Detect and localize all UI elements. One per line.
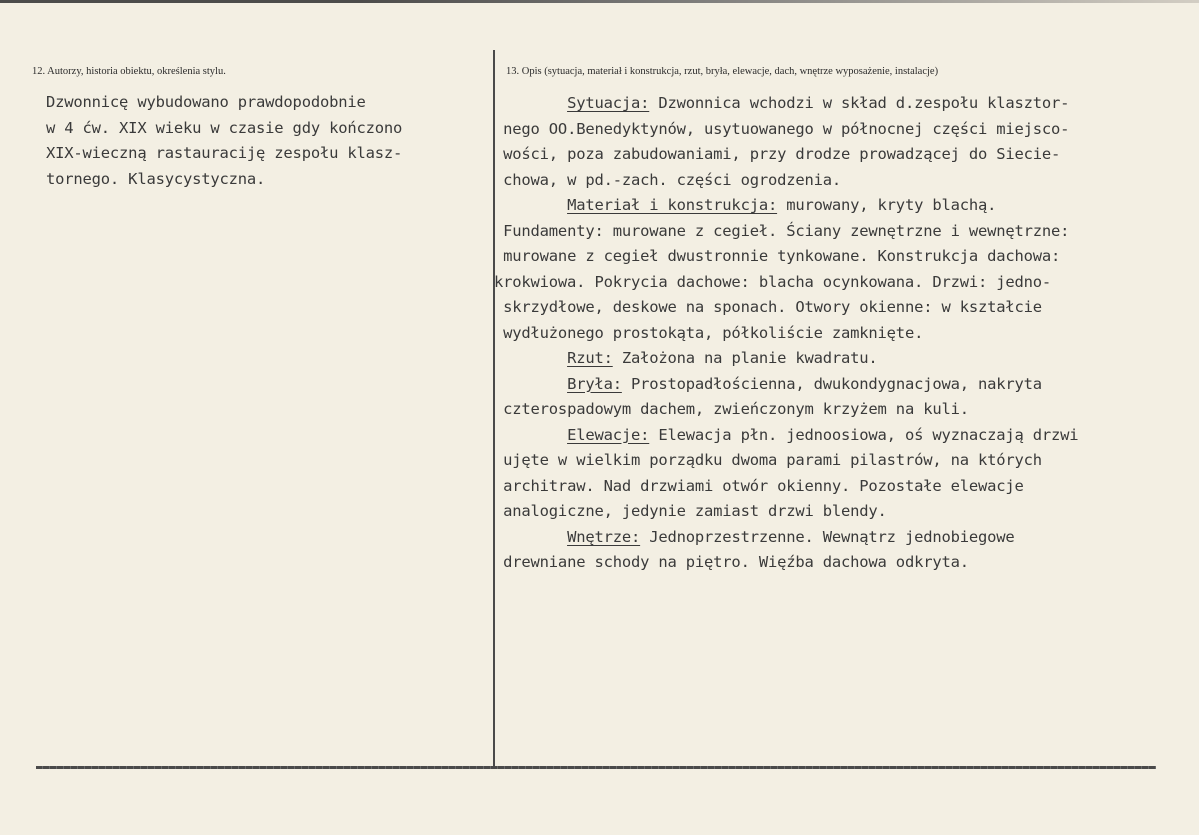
line-indent	[494, 553, 503, 571]
section-heading: Materiał i konstrukcja:	[567, 196, 778, 214]
line-text: murowany, kryty blachą.	[777, 196, 997, 214]
line-text: wydłużonego prostokąta, półkoliście zamknięte.	[503, 323, 924, 342]
text-line	[494, 474, 1078, 500]
text-line	[494, 219, 1078, 245]
line-text: Fundamenty: murowane z cegieł. Ściany zewnętrzne i wewnętrzne:	[503, 221, 1070, 240]
line-indent	[494, 145, 503, 163]
text-line	[494, 321, 1078, 347]
line-indent	[494, 451, 503, 469]
text-line	[494, 193, 1078, 219]
line-text: analogiczne, jedynie zamiast drzwi blendy.	[503, 502, 887, 520]
line-indent	[494, 196, 567, 214]
line-text: Jednoprzestrzenne. Wewnątrz jednobiegowe	[640, 527, 1015, 546]
line-indent	[494, 171, 503, 189]
line-text: ujęte w wielkim porządku dwoma parami pilastrów, na których	[503, 451, 1042, 469]
section-heading: Rzut:	[567, 349, 613, 367]
text-line	[494, 91, 1078, 117]
text-line	[494, 525, 1078, 551]
text-line	[494, 142, 1078, 168]
section-12-text	[46, 90, 402, 192]
text-line	[494, 499, 1078, 525]
section-13-text	[494, 91, 1078, 576]
text-line	[494, 270, 1078, 296]
line-indent	[494, 528, 567, 546]
section-heading: Elewacje:	[567, 425, 650, 444]
text-line	[494, 117, 1078, 143]
scan-top-edge	[0, 0, 1199, 3]
section-heading: Bryła:	[567, 374, 622, 393]
line-indent	[494, 502, 503, 520]
section-heading: Sytuacja:	[567, 94, 650, 112]
line-text: Dzwonnica wchodzi w skład d.zespołu klasztor-	[649, 94, 1070, 112]
text-line: tornego. Klasycystyczna.	[46, 169, 266, 188]
text-line	[494, 346, 1078, 372]
line-indent	[494, 222, 503, 240]
line-text: architraw. Nad drzwiami otwór okienny. Pozostałe elewacje	[503, 476, 1024, 495]
line-text: skrzydłowe, deskowe na sponach. Otwory okienne: w kształcie	[503, 298, 1042, 316]
line-text: Założona na planie kwadratu.	[612, 349, 878, 367]
line-text: chowa, w pd.-zach. części ogrodzenia.	[503, 170, 842, 189]
line-indent	[494, 120, 503, 138]
text-line: Dzwonnicę wybudowano prawdopodobnie	[46, 93, 366, 111]
line-text: wości, poza zabudowaniami, przy drodze prowadzącej do Sieciе-	[503, 145, 1061, 163]
field-label-13: 13. Opis (sytuacja, materiał i konstrukcja, rzut, bryła, elewacje, dach, wnętrze wyposażenie, instalacje)	[506, 66, 939, 77]
line-text: Prostopadłościenna, dwukondygnacjowa, nakryta	[621, 374, 1042, 393]
text-line	[494, 550, 1078, 576]
field-label-12: 12. Autorzy, historia obiektu, określenia stylu.	[32, 66, 226, 77]
line-indent	[494, 247, 503, 265]
line-indent	[494, 426, 567, 444]
line-indent	[494, 400, 503, 418]
line-text: murowane z cegieł dwustronnie tynkowane. Konstrukcja dachowa:	[503, 247, 1061, 265]
text-line: w 4 ćw. XIX wieku w czasie gdy kończono	[46, 118, 403, 137]
section-heading: Wnętrze:	[567, 527, 641, 546]
text-line: XIX-wieczną rastauraciję zespołu klasz-	[46, 144, 403, 162]
line-text: czterospadowym dachem, zwieńczonym krzyżem na kuli.	[503, 400, 969, 418]
text-line	[494, 168, 1078, 194]
line-indent	[494, 324, 503, 342]
line-text: nego OO.Benedyktynów, usytuowanego w północnej części miejsco-	[503, 119, 1070, 138]
line-indent	[494, 477, 503, 495]
line-text: drewniane schody na piętro. Więźba dachowa odkryta.	[503, 553, 969, 571]
line-indent	[494, 298, 503, 316]
text-line	[494, 448, 1078, 474]
text-line	[494, 423, 1078, 449]
line-indent	[494, 349, 567, 367]
text-line	[494, 295, 1078, 321]
line-indent	[494, 94, 567, 112]
bottom-rule	[36, 766, 1156, 769]
text-line	[494, 244, 1078, 270]
text-line	[494, 372, 1078, 398]
text-line	[494, 397, 1078, 423]
line-text: Elewacja płn. jednoosiowa, oś wyznaczają drzwi	[649, 425, 1079, 444]
line-text: krokwiowa. Pokrycia dachowe: blacha ocynkowana. Drzwi: jedno-	[494, 272, 1052, 291]
line-indent	[494, 375, 567, 393]
